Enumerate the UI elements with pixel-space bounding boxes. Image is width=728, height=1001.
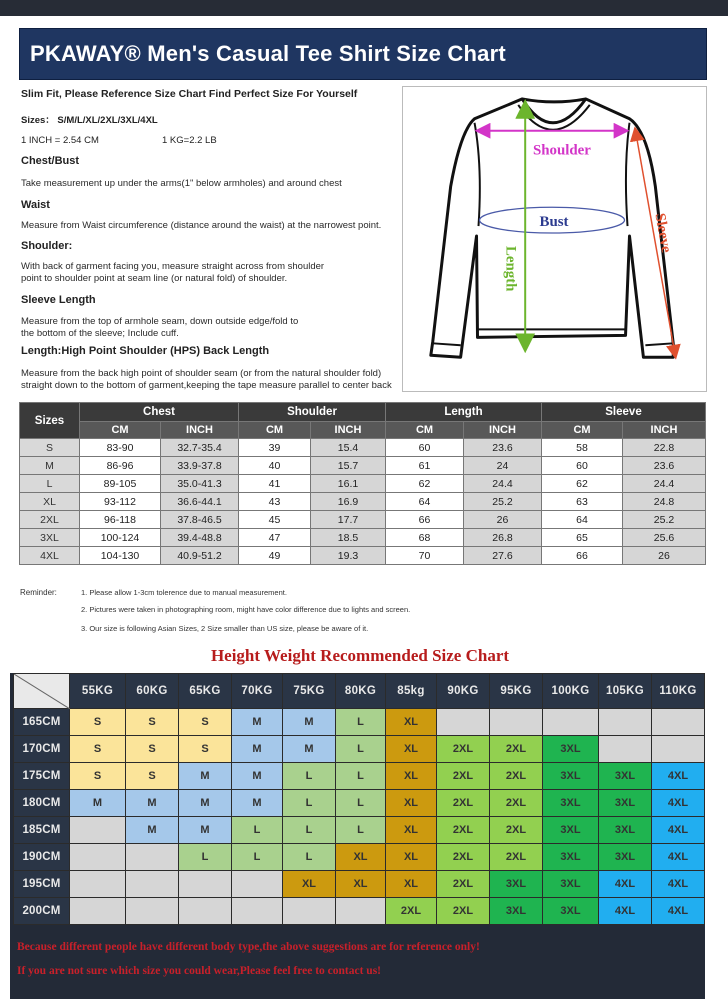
- size-row: [20, 457, 706, 475]
- weight-header: 65KG: [179, 674, 232, 709]
- height-header: 190CM: [14, 844, 70, 871]
- recommended-size-cell: L: [179, 844, 232, 871]
- height-row: [14, 709, 705, 736]
- recommended-size-cell: S: [70, 709, 126, 736]
- recommended-size-cell: 3XL: [543, 844, 599, 871]
- height-weight-title: [0, 646, 728, 666]
- weight-header: 55KG: [70, 674, 126, 709]
- size-label: S: [20, 439, 80, 457]
- available-sizes: Sizes： S/M/L/XL/2XL/3XL/4XL: [21, 115, 158, 126]
- length-in-cell: 24: [464, 457, 542, 475]
- height-header: 185CM: [14, 817, 70, 844]
- recommended-size-cell: M: [70, 790, 126, 817]
- weight-header: 90KG: [437, 674, 490, 709]
- empty-size-cell: [652, 736, 705, 763]
- recommended-size-cell: 3XL: [543, 790, 599, 817]
- height-weight-panel: [10, 673, 705, 999]
- chest-in-cell: 36.6-44.1: [161, 493, 239, 511]
- size-label: 3XL: [20, 529, 80, 547]
- recommended-size-cell: 3XL: [543, 736, 599, 763]
- length-in-cell: 24.4: [464, 475, 542, 493]
- recommended-size-cell: XL: [283, 871, 336, 898]
- unit-header-cm: CM: [80, 422, 161, 439]
- size-label: 2XL: [20, 511, 80, 529]
- shoulder-cm-cell: 43: [239, 493, 311, 511]
- size-row: [20, 529, 706, 547]
- size-row: [20, 511, 706, 529]
- height-header: 170CM: [14, 736, 70, 763]
- size-label: 4XL: [20, 547, 80, 565]
- unit-header-inch: INCH: [311, 422, 386, 439]
- length-in-cell: 26: [464, 511, 542, 529]
- recommended-size-cell: 2XL: [437, 790, 490, 817]
- diagonal-divider: [14, 674, 70, 709]
- reference-note: Because different people have different body type,the above suggestions are for reference only!: [17, 941, 480, 953]
- recommended-size-cell: M: [126, 790, 179, 817]
- sleeve-cm-cell: 64: [542, 511, 623, 529]
- height-row: [14, 736, 705, 763]
- kg-conversion: 1 KG=2.2 LB: [162, 135, 217, 146]
- group-header-length: Length: [386, 403, 542, 422]
- weight-header: 95KG: [490, 674, 543, 709]
- length-cm-cell: 60: [386, 439, 464, 457]
- recommended-size-cell: S: [126, 709, 179, 736]
- section-heading-chest: Chest/Bust: [21, 155, 80, 167]
- empty-size-cell: [599, 736, 652, 763]
- length-label: Length: [502, 245, 519, 292]
- height-row: [14, 817, 705, 844]
- recommended-size-cell: M: [179, 763, 232, 790]
- recommended-size-cell: 2XL: [437, 844, 490, 871]
- size-label: M: [20, 457, 80, 475]
- section-text-chest: Take measurement up under the arms(1" below armholes) and around chest: [21, 178, 342, 189]
- recommended-size-cell: L: [283, 817, 336, 844]
- weight-header: 110KG: [652, 674, 705, 709]
- recommended-size-cell: M: [232, 736, 283, 763]
- empty-size-cell: [179, 898, 232, 925]
- sleeve-in-cell: 24.8: [623, 493, 706, 511]
- recommended-size-cell: L: [283, 844, 336, 871]
- recommended-size-cell: 3XL: [599, 790, 652, 817]
- recommended-size-cell: 3XL: [599, 844, 652, 871]
- recommended-size-cell: XL: [386, 790, 437, 817]
- recommended-size-cell: L: [283, 763, 336, 790]
- corner-cell: [14, 674, 70, 709]
- height-row: [14, 790, 705, 817]
- recommended-size-cell: M: [232, 709, 283, 736]
- recommended-size-cell: 2XL: [490, 817, 543, 844]
- height-row: [14, 844, 705, 871]
- section-text-length-2: straight down to the bottom of garment,keeping the tape measure parallel to center back: [21, 380, 392, 391]
- guide-subtitle: Slim Fit, Please Reference Size Chart Find Perfect Size For Yourself: [21, 88, 358, 100]
- recommended-size-cell: 3XL: [543, 898, 599, 925]
- recommended-size-cell: 2XL: [437, 763, 490, 790]
- recommended-size-cell: L: [336, 790, 386, 817]
- section-text-sleeve-1: Measure from the top of armhole seam, down outside edge/fold to: [21, 316, 299, 327]
- recommended-size-cell: 4XL: [652, 817, 705, 844]
- size-row: [20, 475, 706, 493]
- chest-cm-cell: 100-124: [80, 529, 161, 547]
- section-text-length-1: Measure from the back high point of shoulder seam (or from the natural shoulder fold): [21, 368, 382, 379]
- size-row: [20, 547, 706, 565]
- recommended-size-cell: 2XL: [490, 763, 543, 790]
- recommended-size-cell: S: [70, 763, 126, 790]
- recommended-size-cell: L: [283, 790, 336, 817]
- length-in-cell: 26.8: [464, 529, 542, 547]
- shoulder-cm-cell: 47: [239, 529, 311, 547]
- recommended-size-cell: XL: [386, 817, 437, 844]
- shoulder-cm-cell: 39: [239, 439, 311, 457]
- shoulder-in-cell: 16.1: [311, 475, 386, 493]
- chest-in-cell: 33.9-37.8: [161, 457, 239, 475]
- weight-header: 105KG: [599, 674, 652, 709]
- recommended-size-cell: XL: [336, 844, 386, 871]
- empty-size-cell: [70, 871, 126, 898]
- height-row: [14, 898, 705, 925]
- recommended-size-cell: M: [179, 790, 232, 817]
- shoulder-in-cell: 15.7: [311, 457, 386, 475]
- length-cm-cell: 62: [386, 475, 464, 493]
- group-header-shoulder: Shoulder: [239, 403, 386, 422]
- empty-size-cell: [543, 709, 599, 736]
- chest-in-cell: 32.7-35.4: [161, 439, 239, 457]
- length-cm-cell: 66: [386, 511, 464, 529]
- recommended-size-cell: XL: [386, 844, 437, 871]
- height-weight-title-text: Height Weight Recommended Size Chart: [210, 646, 510, 665]
- recommended-size-cell: L: [232, 817, 283, 844]
- recommended-size-cell: M: [283, 709, 336, 736]
- shirt-measurement-diagram: [402, 86, 707, 392]
- empty-size-cell: [599, 709, 652, 736]
- shoulder-cm-cell: 49: [239, 547, 311, 565]
- unit-header-inch: INCH: [623, 422, 706, 439]
- section-heading-length: Length:High Point Shoulder (HPS) Back Length: [21, 345, 270, 357]
- shoulder-cm-cell: 41: [239, 475, 311, 493]
- recommended-size-cell: S: [70, 736, 126, 763]
- recommended-size-cell: L: [232, 844, 283, 871]
- contact-note: If you are not sure which size you could wear,Please feel free to contact us!: [17, 965, 382, 977]
- recommended-size-cell: M: [232, 790, 283, 817]
- size-label: XL: [20, 493, 80, 511]
- empty-size-cell: [126, 898, 179, 925]
- recommended-size-cell: 3XL: [599, 817, 652, 844]
- sizes-header: Sizes: [20, 403, 80, 439]
- sleeve-cm-cell: 63: [542, 493, 623, 511]
- shoulder-cm-cell: 40: [239, 457, 311, 475]
- section-text-sleeve-2: the bottom of the sleeve; Include cuff.: [21, 328, 179, 339]
- chest-cm-cell: 104-130: [80, 547, 161, 565]
- empty-size-cell: [126, 871, 179, 898]
- recommended-size-cell: 2XL: [437, 736, 490, 763]
- reminder-item: 2. Pictures were taken in photographing room, might have color difference due to lights and screen.: [81, 605, 411, 614]
- section-text-shoulder-1: With back of garment facing you, measure straight across from shoulder: [21, 261, 325, 272]
- empty-size-cell: [652, 709, 705, 736]
- chest-cm-cell: 86-96: [80, 457, 161, 475]
- empty-size-cell: [232, 898, 283, 925]
- section-text-shoulder-2: point to shoulder point at seam line (or natural fold) of shoulder.: [21, 273, 288, 284]
- recommended-size-cell: XL: [386, 709, 437, 736]
- sleeve-in-cell: 24.4: [623, 475, 706, 493]
- recommended-size-cell: 2XL: [490, 790, 543, 817]
- recommended-size-cell: 4XL: [652, 844, 705, 871]
- empty-size-cell: [179, 871, 232, 898]
- height-header: 200CM: [14, 898, 70, 925]
- recommended-size-cell: L: [336, 709, 386, 736]
- reminder-item: 1. Please allow 1-3cm tolerence due to manual measurement.: [81, 588, 287, 597]
- weight-header: 100KG: [543, 674, 599, 709]
- recommended-size-cell: S: [179, 709, 232, 736]
- recommended-size-cell: S: [126, 736, 179, 763]
- recommended-size-cell: 2XL: [437, 898, 490, 925]
- size-row: [20, 439, 706, 457]
- recommended-size-cell: 3XL: [543, 871, 599, 898]
- group-header-sleeve: Sleeve: [542, 403, 706, 422]
- page-title: PKAWAY® Men's Casual Tee Shirt Size Chart: [30, 41, 506, 66]
- weight-header: 80KG: [336, 674, 386, 709]
- sleeve-label: Sleeve: [651, 212, 675, 254]
- sleeve-in-cell: 23.6: [623, 457, 706, 475]
- recommended-size-cell: 4XL: [599, 871, 652, 898]
- height-row: [14, 763, 705, 790]
- size-row: [20, 493, 706, 511]
- unit-header-cm: CM: [542, 422, 623, 439]
- recommended-size-cell: S: [126, 763, 179, 790]
- section-heading-sleeve: Sleeve Length: [21, 294, 96, 306]
- recommended-size-cell: 2XL: [490, 736, 543, 763]
- chest-in-cell: 37.8-46.5: [161, 511, 239, 529]
- sleeve-in-cell: 25.2: [623, 511, 706, 529]
- section-heading-shoulder: Shoulder:: [21, 240, 73, 252]
- weight-header: 85kg: [386, 674, 437, 709]
- length-cm-cell: 61: [386, 457, 464, 475]
- recommended-size-cell: L: [336, 763, 386, 790]
- height-header: 175CM: [14, 763, 70, 790]
- bust-label: Bust: [539, 214, 569, 231]
- recommended-size-cell: 3XL: [490, 871, 543, 898]
- length-in-cell: 25.2: [464, 493, 542, 511]
- recommended-size-cell: L: [336, 817, 386, 844]
- shoulder-in-cell: 19.3: [311, 547, 386, 565]
- unit-header-cm: CM: [386, 422, 464, 439]
- recommended-size-cell: M: [232, 763, 283, 790]
- recommended-size-cell: M: [179, 817, 232, 844]
- sleeve-in-cell: 26: [623, 547, 706, 565]
- sleeve-cm-cell: 58: [542, 439, 623, 457]
- recommended-size-cell: 4XL: [652, 898, 705, 925]
- empty-size-cell: [232, 871, 283, 898]
- unit-header-inch: INCH: [161, 422, 239, 439]
- unit-header-cm: CM: [239, 422, 311, 439]
- recommended-size-cell: 4XL: [652, 871, 705, 898]
- size-label: L: [20, 475, 80, 493]
- unit-header-inch: INCH: [464, 422, 542, 439]
- recommended-size-cell: S: [179, 736, 232, 763]
- height-header: 180CM: [14, 790, 70, 817]
- height-header: 165CM: [14, 709, 70, 736]
- weight-header: 75KG: [283, 674, 336, 709]
- group-header-chest: Chest: [80, 403, 239, 422]
- recommended-size-cell: M: [126, 817, 179, 844]
- length-in-cell: 27.6: [464, 547, 542, 565]
- sleeve-in-cell: 25.6: [623, 529, 706, 547]
- size-measurement-table: [19, 402, 706, 565]
- recommended-size-cell: 3XL: [490, 898, 543, 925]
- sleeve-cm-cell: 62: [542, 475, 623, 493]
- sleeve-cm-cell: 65: [542, 529, 623, 547]
- empty-size-cell: [126, 844, 179, 871]
- reminder-label: Reminder:: [20, 588, 57, 597]
- length-cm-cell: 68: [386, 529, 464, 547]
- shoulder-cm-cell: 45: [239, 511, 311, 529]
- empty-size-cell: [70, 817, 126, 844]
- recommended-size-cell: 4XL: [652, 763, 705, 790]
- empty-size-cell: [283, 898, 336, 925]
- inch-conversion: 1 INCH = 2.54 CM: [21, 135, 99, 146]
- recommended-size-cell: 4XL: [599, 898, 652, 925]
- chest-cm-cell: 93-112: [80, 493, 161, 511]
- recommended-size-cell: XL: [386, 763, 437, 790]
- recommended-size-cell: 3XL: [543, 817, 599, 844]
- recommended-size-cell: 2XL: [386, 898, 437, 925]
- sleeve-in-cell: 22.8: [623, 439, 706, 457]
- empty-size-cell: [336, 898, 386, 925]
- recommended-size-cell: XL: [386, 871, 437, 898]
- shoulder-in-cell: 15.4: [311, 439, 386, 457]
- sleeve-cm-cell: 60: [542, 457, 623, 475]
- chest-in-cell: 39.4-48.8: [161, 529, 239, 547]
- empty-size-cell: [70, 898, 126, 925]
- title-banner: [19, 28, 707, 80]
- recommended-size-cell: 2XL: [437, 871, 490, 898]
- chest-cm-cell: 83-90: [80, 439, 161, 457]
- chest-in-cell: 35.0-41.3: [161, 475, 239, 493]
- shoulder-in-cell: 18.5: [311, 529, 386, 547]
- chest-in-cell: 40.9-51.2: [161, 547, 239, 565]
- empty-size-cell: [70, 844, 126, 871]
- chest-cm-cell: 96-118: [80, 511, 161, 529]
- height-weight-table: [13, 673, 705, 925]
- sleeve-cm-cell: 66: [542, 547, 623, 565]
- recommended-size-cell: L: [336, 736, 386, 763]
- top-bar: [0, 0, 728, 16]
- section-text-waist: Measure from Waist circumference (distance around the waist) at the narrowest point.: [21, 220, 382, 231]
- recommended-size-cell: XL: [386, 736, 437, 763]
- shoulder-in-cell: 17.7: [311, 511, 386, 529]
- shirt-illustration: [403, 87, 706, 391]
- recommended-size-cell: M: [283, 736, 336, 763]
- recommended-size-cell: 4XL: [652, 790, 705, 817]
- length-in-cell: 23.6: [464, 439, 542, 457]
- height-header: 195CM: [14, 871, 70, 898]
- weight-header: 60KG: [126, 674, 179, 709]
- recommended-size-cell: 3XL: [543, 763, 599, 790]
- recommended-size-cell: 2XL: [437, 817, 490, 844]
- length-cm-cell: 70: [386, 547, 464, 565]
- shoulder-in-cell: 16.9: [311, 493, 386, 511]
- recommended-size-cell: XL: [336, 871, 386, 898]
- shoulder-label: Shoulder: [532, 142, 591, 159]
- section-heading-waist: Waist: [21, 199, 50, 211]
- empty-size-cell: [437, 709, 490, 736]
- weight-header: 70KG: [232, 674, 283, 709]
- reminder-item: 3. Our size is following Asian Sizes, 2 Size smaller than US size, please be aware of it.: [81, 624, 369, 633]
- length-cm-cell: 64: [386, 493, 464, 511]
- chest-cm-cell: 89-105: [80, 475, 161, 493]
- empty-size-cell: [490, 709, 543, 736]
- height-row: [14, 871, 705, 898]
- recommended-size-cell: 3XL: [599, 763, 652, 790]
- recommended-size-cell: 2XL: [490, 844, 543, 871]
